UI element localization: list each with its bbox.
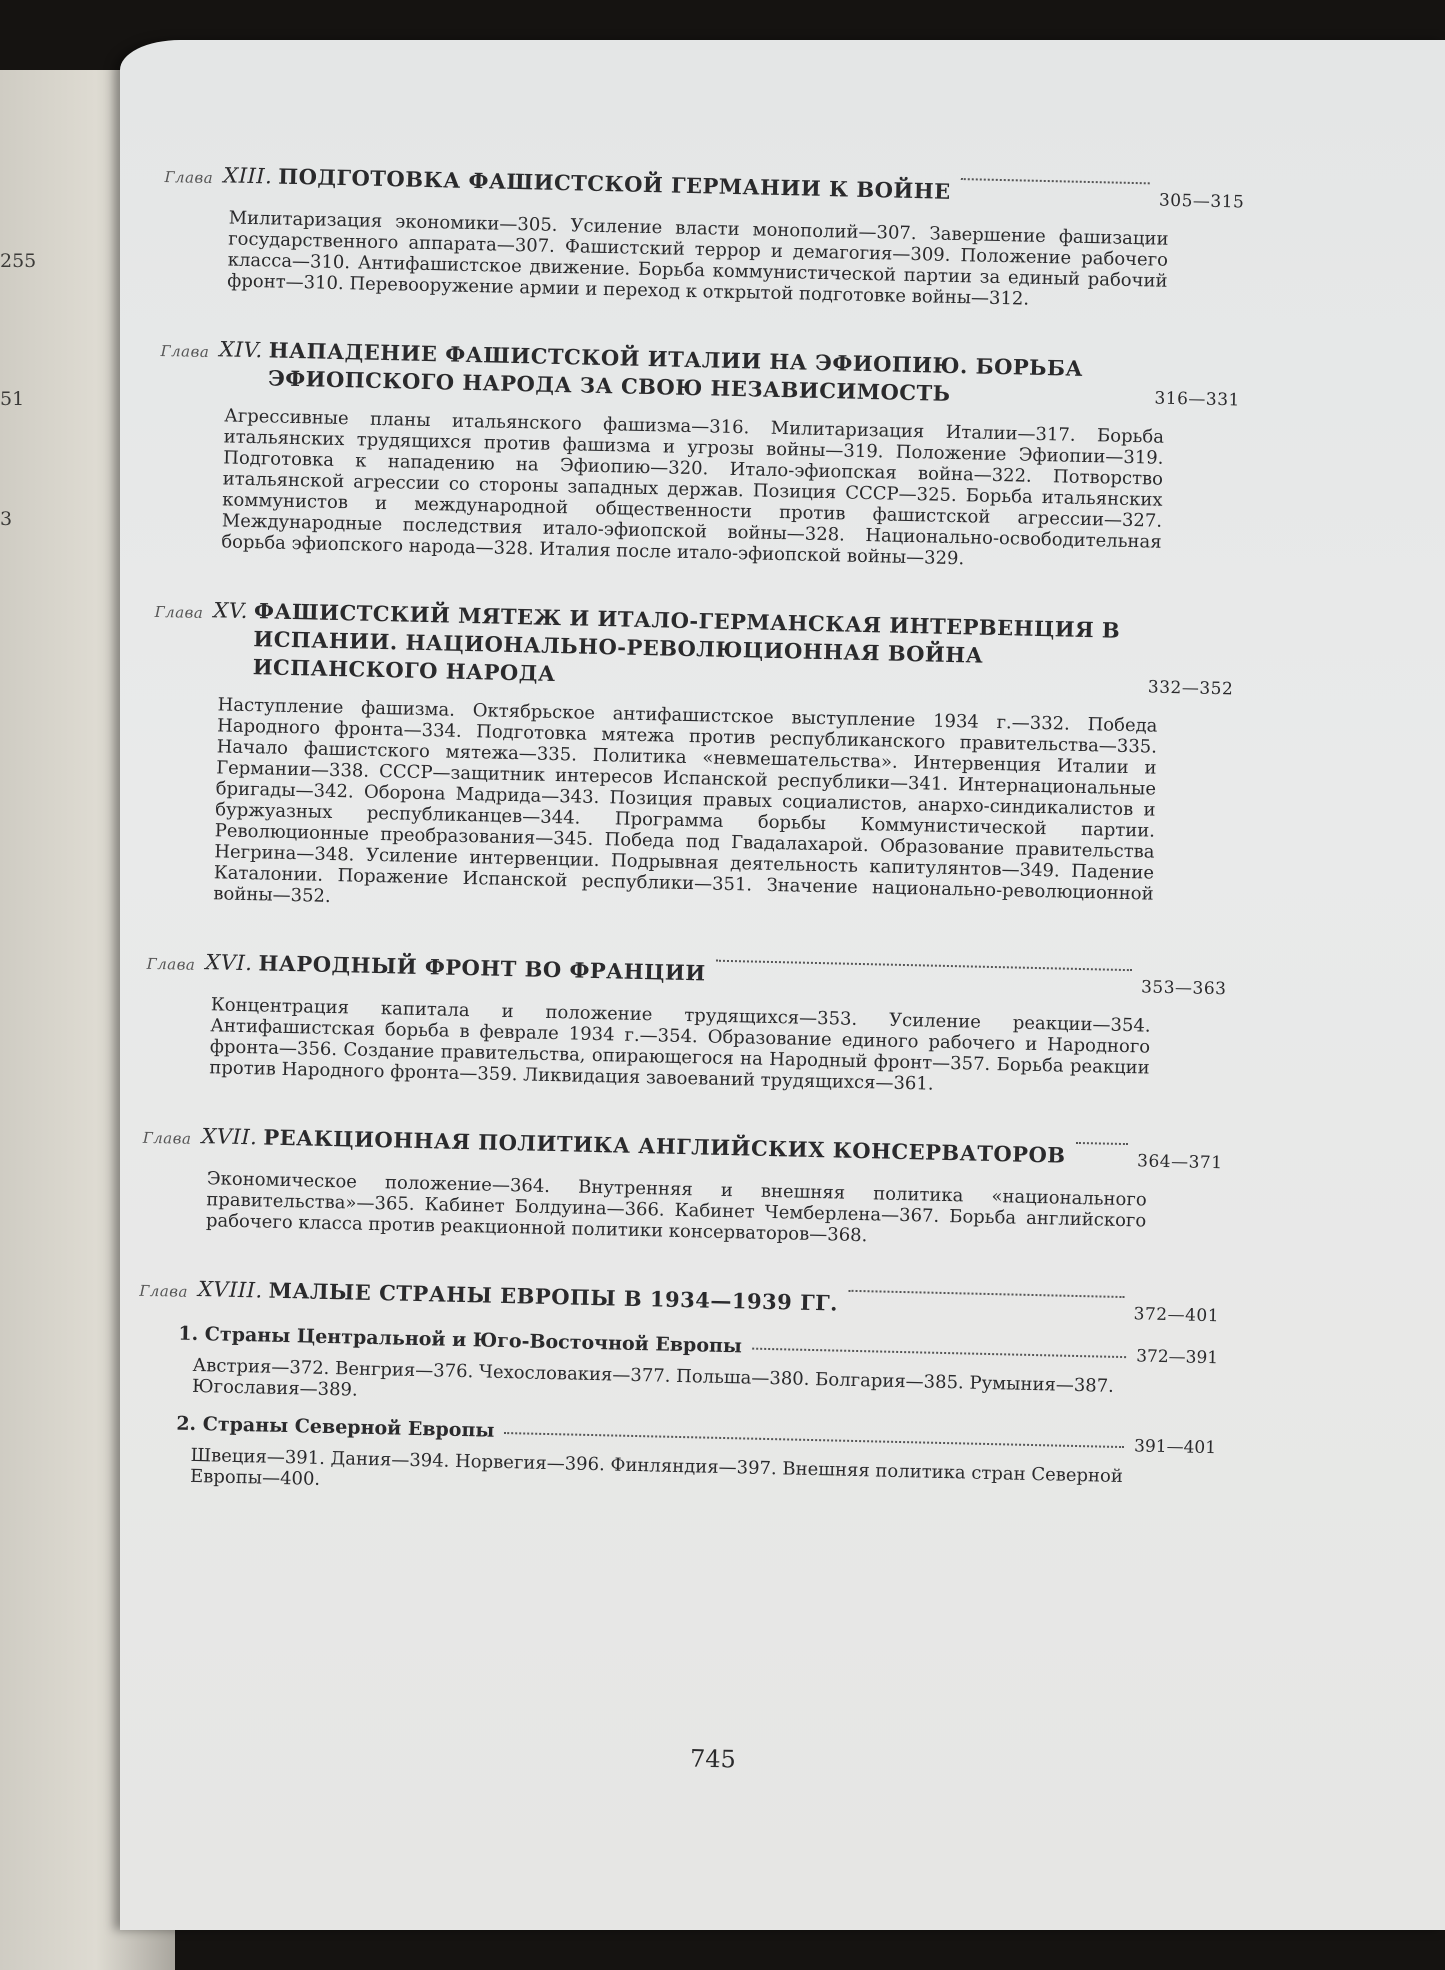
chapter-summary: Экономическое положение—364. Внутренняя и внешняя политика «национального правительства»—365. Кабинет Болдуина—366. Кабинет Чемберлена—367. Борьба английского рабочего класса против реакционной политики консерваторов—368. — [205, 1168, 1147, 1247]
chapter-title: ФАШИСТСКИЙ МЯТЕЖ И ИТАЛО-ГЕРМАНСКАЯ ИНТЕРВЕНЦИЯ В ИСПАНИИ. НАЦИОНАЛЬНО-РЕВОЛЮЦИОННАЯ ВОЙНА ИСПАНСКОГО НАРОДА — [252, 598, 1121, 686]
chapter-number: XIV. — [219, 337, 264, 363]
chapter-heading — [142, 1121, 1222, 1177]
section-title: 1. Страны Центральной и Юго-Восточной Европы — [178, 1322, 743, 1358]
chapter-heading — [146, 947, 1226, 1003]
section-summary: Швеция—391. Дания—394. Норвегия—396. Финляндия—397. Внешняя политика стран Северной Европы—400. — [189, 1444, 1124, 1490]
table-of-contents — [134, 160, 1245, 1554]
chapter-summary: Агрессивные планы итальянского фашизма—316. Милитаризация Италии—317. Борьба итальянских трудящихся против фашизма и угрозы войны—319. Положение Эфиопии—319. Подготовка к нападению на Эфиопию—320. Итало-эфиопская война—322. Потворство итальянской агрессии со стороны западных держав. Позиция СССР—325. Борьба итальянских коммунистов и международной общественности против фашистской агрессии—327. Международные последствия итало-эфиопской войны—328. Национально-освободительная борьба эфиопского народа—328. Италия после итало-эфиопской войны—329. — [221, 405, 1165, 570]
edge-number: 3 — [0, 508, 13, 530]
chapter-pages: 372—401 — [1133, 1304, 1220, 1327]
chapter-pages: 305—315 — [1158, 190, 1245, 213]
chapter-pages: 353—363 — [1140, 977, 1227, 1000]
section-title: 2. Страны Северной Европы — [176, 1412, 495, 1442]
dot-leader — [752, 1348, 1126, 1358]
chapter-summary: Наступление фашизма. Октябрьское антифашистское выступление 1934 г.—332. Победа Народного фронта—334. Подготовка мятежа против республиканского правительства—335. Начало фашистского мятежа—335. Политика «невмешательства». Интервенция Италии и Германии—338. СССР—защитник интересов Испанской республики—341. Интернациональные бригады—342. Оборона Мадрида—343. Позиция правых социалистов, анархо-синдикалистов и буржуазных республиканцев—344. Программа борьбы Коммунистической партии. Революционные преобразования—345. Победа под Гвадалахарой. Образование правительства Негрина—348. Усиление интервенции. Подрывная деятельность капитулянтов—349. Падение Каталонии. Поражение Испанской республики—351. Значение национально-революционной войны—352. — [213, 694, 1158, 907]
chapter-title: НАРОДНЫЙ ФРОНТ ВО ФРАНЦИИ — [258, 950, 706, 986]
chapter-pages: 316—331 — [1154, 388, 1241, 411]
section-summary: Австрия—372. Венгрия—376. Чехословакия—377. Польша—380. Болгария—385. Румыния—387. Югославия—389. — [191, 1354, 1115, 1401]
chapter-title: ПОДГОТОВКА ФАШИСТСКОЙ ГЕРМАНИИ К ВОЙНЕ — [278, 163, 951, 204]
section-pages: 372—391 — [1135, 1346, 1219, 1369]
page-number: 745 — [689, 1744, 737, 1774]
chapter-title: НАПАДЕНИЕ ФАШИСТСКОЙ ИТАЛИИ НА ЭФИОПИЮ. БОРЬБА ЭФИОПСКОГО НАРОДА ЗА СВОЮ НЕЗАВИСИМОСТЬ — [267, 337, 1084, 406]
dot-leader — [504, 1432, 1124, 1448]
chapter-number: XVII. — [201, 1124, 258, 1150]
chapter-label: Глава — [160, 341, 210, 362]
chapter-number: XIII. — [223, 163, 273, 189]
chapter-15 — [148, 595, 1235, 927]
chapter-label: Глава — [139, 1281, 189, 1301]
chapter-title: МАЛЫЕ СТРАНЫ ЕВРОПЫ В 1934—1939 ГГ. — [268, 1277, 839, 1316]
chapter-14 — [156, 334, 1241, 575]
chapter-label: Глава — [142, 1128, 192, 1148]
chapter-16 — [144, 947, 1227, 1101]
chapter-13 — [162, 160, 1245, 314]
dot-leader — [1076, 1142, 1128, 1145]
section-pages: 391—401 — [1133, 1436, 1217, 1459]
chapter-number: XV. — [213, 598, 249, 623]
chapter-heading — [160, 334, 1241, 414]
chapter-title: РЕАКЦИОННАЯ ПОЛИТИКА АНГЛИЙСКИХ КОНСЕРВАТОРОВ — [263, 1124, 1066, 1168]
chapter-label: Глава — [154, 602, 204, 622]
chapter-heading — [153, 595, 1235, 703]
chapter-number: XVI. — [205, 950, 253, 976]
dot-leader — [848, 1290, 1124, 1298]
edge-number: 255 — [0, 250, 37, 272]
chapter-number: XVIII. — [197, 1277, 263, 1303]
chapter-label: Глава — [146, 954, 196, 974]
edge-number: 51 — [0, 388, 25, 410]
chapter-label: Глава — [164, 167, 214, 188]
chapter-18 — [135, 1274, 1220, 1510]
chapter-pages: 364—371 — [1136, 1151, 1223, 1174]
chapter-summary: Милитаризация экономики—305. Усиление власти монополий—307. Завершение фашизации государственного аппарата—307. Фашистский террор и демагогия—309. Положение рабочего класса—310. Антифашистское движение. Борьба коммунистической партии за единый рабочий фронт—310. Перевооружение армии и переход к открытой подготовке войны—312. — [227, 207, 1169, 310]
chapter-pages: 332—352 — [1147, 677, 1234, 700]
dot-leader — [716, 960, 1132, 971]
chapter-summary: Концентрация капитала и положение трудящихся—353. Усиление реакции—354. Антифашистская борьба в феврале 1934 г.—354. Образование единого рабочего и Народного фронта—356. Создание правительства, опирающегося на Народный фронт—357. Борьба реакции против Народного фронта—359. Ликвидация завоеваний трудящихся—361. — [209, 994, 1151, 1095]
chapter-heading — [139, 1274, 1219, 1330]
chapter-17 — [141, 1121, 1223, 1254]
